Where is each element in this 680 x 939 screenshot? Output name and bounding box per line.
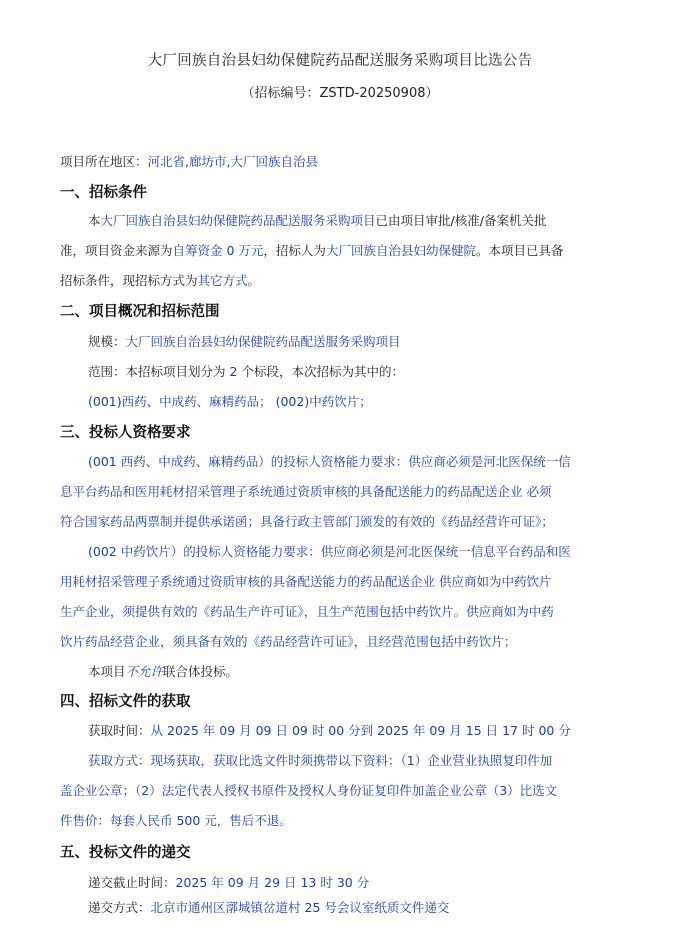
deadline-label: 递交截止时间： (88, 875, 176, 890)
s1-text: 准，项目资金来源为 (60, 243, 173, 258)
s2-scale (88, 332, 401, 350)
s3-p2-line-4: 饮片药品经营企业，须具备有效的《药品经营许可证》，且经营范围包括中药饮片； (60, 634, 517, 649)
s4-time (88, 721, 571, 739)
consortium-value: 不允许 (125, 664, 164, 679)
submission-method-label: 递交方式： (88, 900, 151, 915)
consortium-text: 本项目 (88, 664, 126, 679)
s2-lots: (001)西药、中成药、麻精药品； (002)中药饮片； (88, 394, 372, 409)
s3-p2-line-3: 生产企业，须提供有效的《药品生产许可证》，且生产范围包括中药饮片。供应商如为中药 (60, 604, 554, 619)
page-title: 大厂回族自治县妇幼保健院药品配送服务采购项目比选公告 (147, 53, 533, 69)
s1-text: 本 (88, 213, 101, 228)
s2-range (88, 362, 404, 380)
s1-fund-source: 自筹资金 0 万元 (172, 243, 264, 258)
project-region (60, 152, 318, 170)
section-3-heading: 三、投标人资格要求 (60, 425, 191, 441)
deadline-value: 2025 年 09 月 29 日 13 时 30 分 (175, 875, 370, 890)
s1-text: ，招标人为 (263, 243, 326, 258)
s3-p2-line-1: (002 中药饮片）的投标人资格能力要求：供应商必须是河北医保统一信息平台药品和医 (88, 544, 571, 559)
s1-text: 招标条件，现招标方式为 (60, 273, 198, 288)
section-4-heading: 四、招标文件的获取 (60, 694, 191, 710)
region-label: 项目所在地区： (60, 154, 148, 169)
s1-text: 已由项目审批/核准/备案机关批 (375, 213, 547, 228)
s1-line-1 (88, 211, 546, 229)
region-value: 河北省,廊坊市,大厂回族自治县 (147, 154, 318, 169)
s4-method-line-1: 获取方式：现场获取，获取比选文件时须携带以下资料：（1）企业营业执照复印件加 (88, 753, 553, 768)
s1-project-name: 大厂回族自治县妇幼保健院药品配送服务采购项目 (100, 213, 376, 228)
s3-p1-line-1: (001 西药、中成药、麻精药品）的投标人资格能力要求：供应商必须是河北医保统一信 (88, 454, 571, 469)
s1-line-2 (60, 241, 563, 259)
s1-text: 。 (247, 273, 261, 288)
section-1-heading: 一、招标条件 (60, 185, 147, 201)
s1-text: 。本项目已具备 (475, 243, 564, 258)
s3-p2-line-2: 用耗材招采管理子系统通过资质审核的具备配送能力的药品配送企业 供应商如为中药饮片 (60, 574, 552, 589)
s1-tender-method: 其它方式 (197, 273, 248, 288)
scale-value: 大厂回族自治县妇幼保健院药品配送服务采购项目 (125, 334, 401, 349)
scale-label: 规模： (88, 334, 126, 349)
time-value: 从 2025 年 09 月 09 日 09 时 00 分到 2025 年 09 月 15 日 17 时 00 分 (150, 723, 571, 738)
s1-line-3 (60, 271, 260, 289)
s1-tenderer: 大厂回族自治县妇幼保健院 (325, 243, 476, 258)
consortium-text: 联合体投标。 (163, 664, 239, 679)
s3-consortium (88, 662, 238, 680)
s3-p1-line-2: 息平台药品和医用耗材招采管理子系统通过资质审核的具备配送能力的药品配送企业 必须 (60, 484, 552, 499)
s4-method-line-2: 盖企业公章；（2）法定代表人授权书原件及授权人身份证复印件加盖企业公章（3）比选文 (60, 783, 558, 798)
section-2-heading: 二、项目概况和招标范围 (60, 304, 220, 320)
s3-p1-line-3: 符合国家药品两票制并提供承诺函；具备行政主管部门颁发的有效的《药品经营许可证》； (60, 514, 554, 529)
range-label: 范围：本招标项目划分为 (88, 364, 226, 379)
section-5-heading: 五、投标文件的递交 (60, 845, 191, 861)
s5-method (88, 898, 449, 916)
lot-count: 2 (229, 364, 238, 379)
tender-number: （招标编号：ZSTD-20250908） (241, 86, 439, 101)
s4-method-line-3: 件售价：每套人民币 500 元，售后不退。 (60, 813, 292, 828)
submission-method-value: 北京市通州区漷城镇岔道村 25 号会议室纸质文件递交 (150, 900, 450, 915)
s5-deadline (88, 873, 369, 891)
time-label: 获取时间： (88, 723, 151, 738)
range-text: 个标段，本次招标为其中的： (241, 364, 404, 379)
